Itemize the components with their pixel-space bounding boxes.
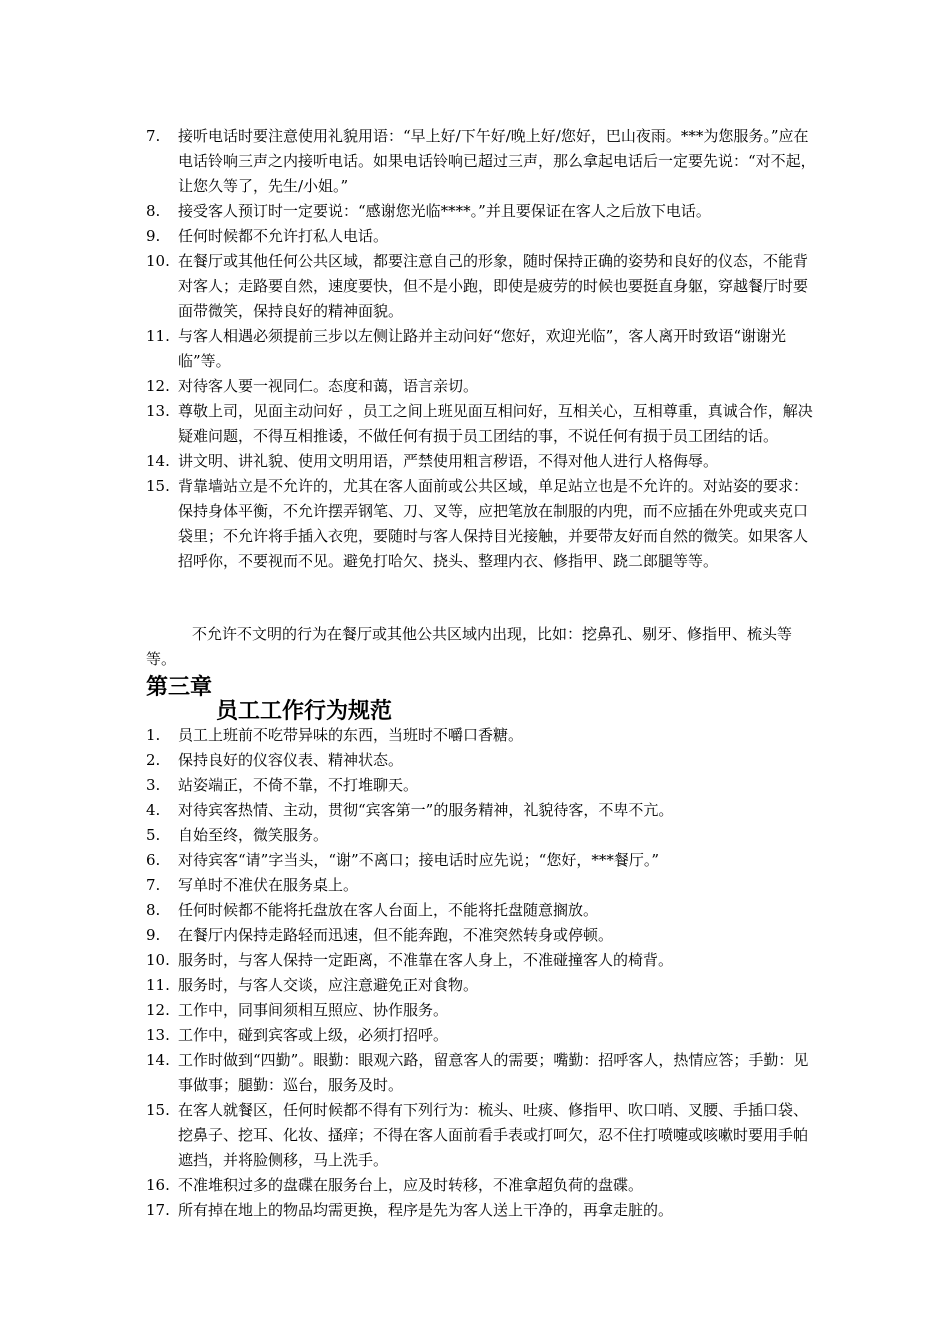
- list-item: [0, 823, 950, 848]
- list-item: [0, 124, 950, 199]
- chapter-heading: 第三章: [146, 675, 213, 700]
- item-text: 不准堆积过多的盘碟在服务台上，应及时转移，不准拿超负荷的盘碟。: [178, 1176, 644, 1194]
- item-number: 14.: [146, 1051, 170, 1069]
- list-item: [0, 773, 950, 798]
- item-text: 对待宾客热情、主动，贯彻“宾客第一”的服务精神，礼貌待客，不卑不亢。: [178, 801, 674, 819]
- item-text: 工作中，碰到宾客或上级，必须打招呼。: [178, 1026, 449, 1044]
- item-number: 1.: [146, 726, 161, 744]
- item-text: 员工上班前不吃带异味的东西，当班时不嚼口香糖。: [178, 726, 524, 744]
- list-item: [0, 798, 950, 823]
- item-text: 接受客人预订时一定要说：“感谢您光临****。”并且要保证在客人之后放下电话。: [178, 202, 711, 220]
- list-item: [0, 1098, 950, 1173]
- list-item: [0, 449, 950, 474]
- list-item: [0, 948, 950, 973]
- item-number: 13.: [146, 1026, 170, 1044]
- item-text: 与客人相遇必须提前三步以左侧让路并主动问好“您好，欢迎光临”，客人离开时致语“谢谢光临”等。: [178, 327, 787, 370]
- list-item: [0, 723, 950, 748]
- item-number: 7.: [146, 876, 161, 894]
- item-number: 13.: [146, 402, 170, 420]
- list-item: [0, 224, 950, 249]
- item-number: 14.: [146, 452, 170, 470]
- list-item: [0, 973, 950, 998]
- item-number: 11.: [146, 327, 170, 345]
- list-item: [0, 998, 950, 1023]
- list-item: [0, 848, 950, 873]
- item-number: 11.: [146, 976, 170, 994]
- section-title: 员工工作行为规范: [216, 699, 393, 724]
- item-number: 8.: [146, 202, 161, 220]
- item-text: 背靠墙站立是不允许的，尤其在客人面前或公共区域，单足站立也是不允许的。对站姿的要求：保持身体平衡，不允许摆弄钢笔、刀、叉等，应把笔放在制服的内兜，而不应插在外兜或夹克口袋里；不允许将手插入衣兜，要随时与客人保持目光接触，并要带友好而自然的微笑。如果客人招呼你，不要视而不见。避免打哈欠、挠头、整理内衣、修指甲、跷二郎腿等等。: [178, 477, 809, 570]
- item-number: 15.: [146, 1101, 170, 1119]
- item-number: 9.: [146, 227, 161, 245]
- list-item: [0, 199, 950, 224]
- item-number: 16.: [146, 1176, 170, 1194]
- item-number: 2.: [146, 751, 161, 769]
- list-item: [0, 249, 950, 324]
- list-item: [0, 923, 950, 948]
- item-number: 5.: [146, 826, 161, 844]
- item-number: 9.: [146, 926, 161, 944]
- item-number: 3.: [146, 776, 161, 794]
- item-number: 7.: [146, 127, 161, 145]
- item-text: 保持良好的仪容仪表、精神状态。: [178, 751, 404, 769]
- list-item: [0, 898, 950, 923]
- list-item: [0, 1048, 950, 1098]
- list-item: [0, 474, 950, 574]
- item-text: 服务时，与客人保持一定距离，不准靠在客人身上，不准碰撞客人的椅背。: [178, 951, 674, 969]
- item-text: 服务时，与客人交谈，应注意避免正对食物。: [178, 976, 479, 994]
- list-item: [0, 748, 950, 773]
- list-item: [0, 1023, 950, 1048]
- list-item: [0, 1198, 950, 1223]
- work-behavior-list: [0, 723, 950, 1223]
- item-text: 任何时候都不能将托盘放在客人台面上，不能将托盘随意搁放。: [178, 901, 599, 919]
- item-number: 8.: [146, 901, 161, 919]
- list-item: [0, 399, 950, 449]
- item-number: 10.: [146, 252, 170, 270]
- item-number: 17.: [146, 1201, 170, 1219]
- item-number: 4.: [146, 801, 161, 819]
- item-number: 12.: [146, 377, 170, 395]
- item-text: 写单时不准伏在服务桌上。: [178, 876, 359, 894]
- item-text: 对待客人要一视同仁。态度和蔼，语言亲切。: [178, 377, 479, 395]
- item-text: 讲文明、讲礼貌、使用文明用语，严禁使用粗言秽语，不得对他人进行人格侮辱。: [178, 452, 719, 470]
- item-text: 在客人就餐区，任何时候都不得有下列行为：梳头、吐痰、修指甲、吹口哨、叉腰、手插口袋、挖鼻子、挖耳、化妆、搔痒；不得在客人面前看手表或打呵欠，忍不住打喷嚏或咳嗽时要用手帕遮挡，并将脸侧移，马上洗手。: [178, 1101, 809, 1169]
- item-text: 尊敬上司，见面主动问好 ，员工之间上班见面互相问好，互相关心，互相尊重，真诚合作，解决疑难问题，不得互相推诿，不做任何有损于员工团结的事，不说任何有损于员工团结的话。: [178, 402, 813, 445]
- list-item: [0, 324, 950, 374]
- item-text: 自始至终，微笑服务。: [178, 826, 329, 844]
- item-text: 在餐厅或其他任何公共区域，都要注意自己的形象，随时保持正确的姿势和良好的仪态，不能背对客人；走路要自然，速度要快，但不是小跑，即使是疲劳的时候也要挺直身躯，穿越餐厅时要面带微笑，保持良好的精神面貌。: [178, 252, 809, 320]
- item-text: 在餐厅内保持走路轻而迅速，但不能奔跑，不准突然转身或停顿。: [178, 926, 614, 944]
- item-text: 工作中，同事间须相互照应、协作服务。: [178, 1001, 449, 1019]
- list-item: [0, 1173, 950, 1198]
- list-item: [0, 873, 950, 898]
- item-text: 工作时做到“四勤”。眼勤：眼观六路，留意客人的需要；嘴勤：招呼客人，热情应答；手勤：见事做事；腿勤：巡台，服务及时。: [178, 1051, 809, 1094]
- item-number: 15.: [146, 477, 170, 495]
- item-text: 任何时候都不允许打私人电话。: [178, 227, 389, 245]
- item-text: 接听电话时要注意使用礼貌用语：“早上好/下午好/晚上好/您好，巴山夜雨。***为您服务。”应在电话铃响三声之内接听电话。如果电话铃响已超过三声，那么拿起电话后一定要先说：“对不起，让您久等了，先生/小姐。”: [178, 127, 816, 195]
- rules-list-continued: [0, 124, 950, 574]
- item-text: 所有掉在地上的物品均需更换，程序是先为客人送上干净的，再拿走脏的。: [178, 1201, 674, 1219]
- item-text: 站姿端正，不倚不靠，不打堆聊天。: [178, 776, 419, 794]
- closing-paragraph: 不允许不文明的行为在餐厅或其他公共区域内出现，比如：挖鼻孔、剔牙、修指甲、梳头等等。: [146, 625, 793, 668]
- item-text: 对待宾客“请”字当头，“谢”不离口；接电话时应先说；“您好，***餐厅。”: [178, 851, 660, 869]
- item-number: 12.: [146, 1001, 170, 1019]
- item-number: 6.: [146, 851, 161, 869]
- item-number: 10.: [146, 951, 170, 969]
- list-item: [0, 374, 950, 399]
